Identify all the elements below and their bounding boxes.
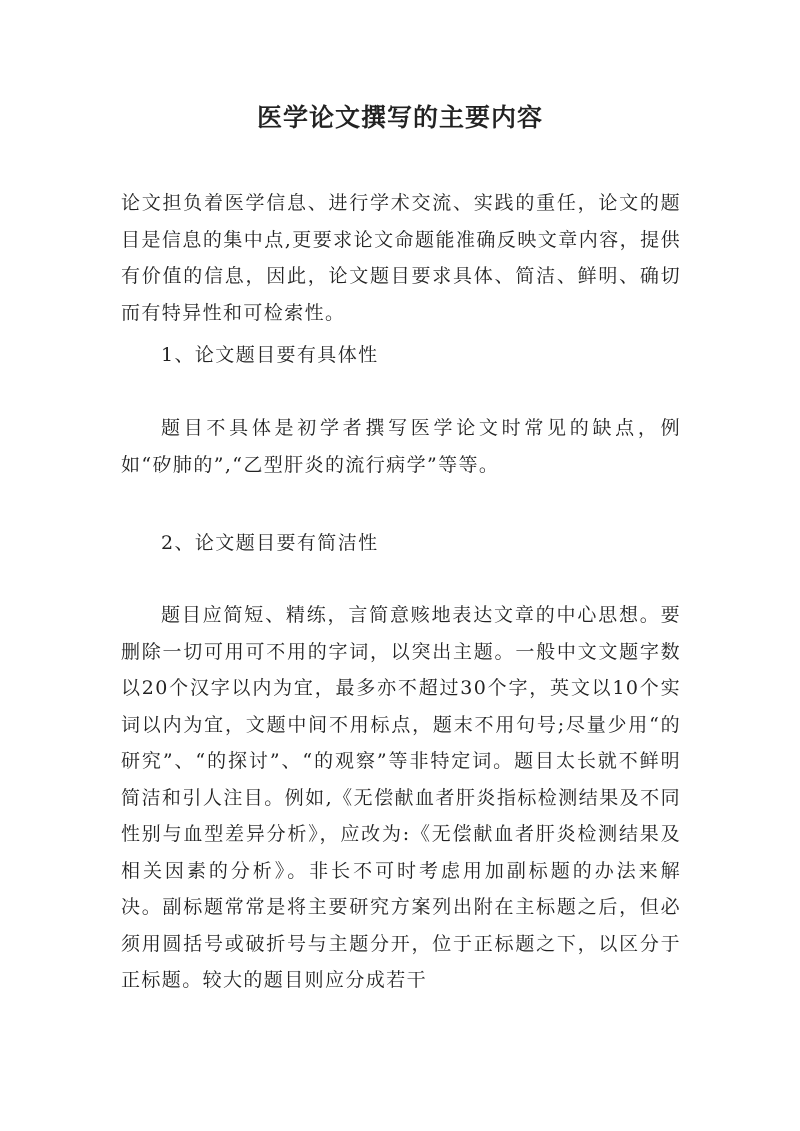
section-1-paragraph: 题目不具体是初学者撰写医学论文时常见的缺点，例如“矽肺的”,“乙型肝炎的流行病学”等等。 [121,417,681,476]
section-2-heading: 2、论文题目要有简洁性 [161,532,379,554]
document-title: 医学论文撰写的主要内容 [256,103,543,132]
intro-paragraph: 论文担负着医学信息、进行学术交流、实践的重任，论文的题目是信息的集中点,更要求论文命题能准确反映文章内容，提供有价值的信息，因此，论文题目要求具体、简洁、鲜明、确切而有特异性和可检索性。 [121,192,681,324]
section-1-heading: 1、论文题目要有具体性 [161,344,379,366]
section-2-paragraph: 题目应简短、精练，言简意赅地表达文章的中心思想。要删除一切可用可不用的字词，以突出主题。一般中文文题字数以20个汉字以内为宜，最多亦不超过30个字，英文以10个实词以内为宜，文题中间不用标点，题末不用句号;尽量少用“的研究”、“的探讨”、“的观察”等非特定词。题目太长就不鲜明简洁和引人注目。例如,《无偿献血者肝炎指标检测结果及不同性别与血型差异分析》，应改为:《无偿献血者肝炎检测结果及相关因素的分析》。非长不可时考虑用加副标题的办法来解决。副标题常常是将主要研究方案列出附在主标题之后，但必须用圆括号或破折号与主题分开，位于正标题之下，以区分于正标题。较大的题目则应分成若干 [121,604,681,991]
